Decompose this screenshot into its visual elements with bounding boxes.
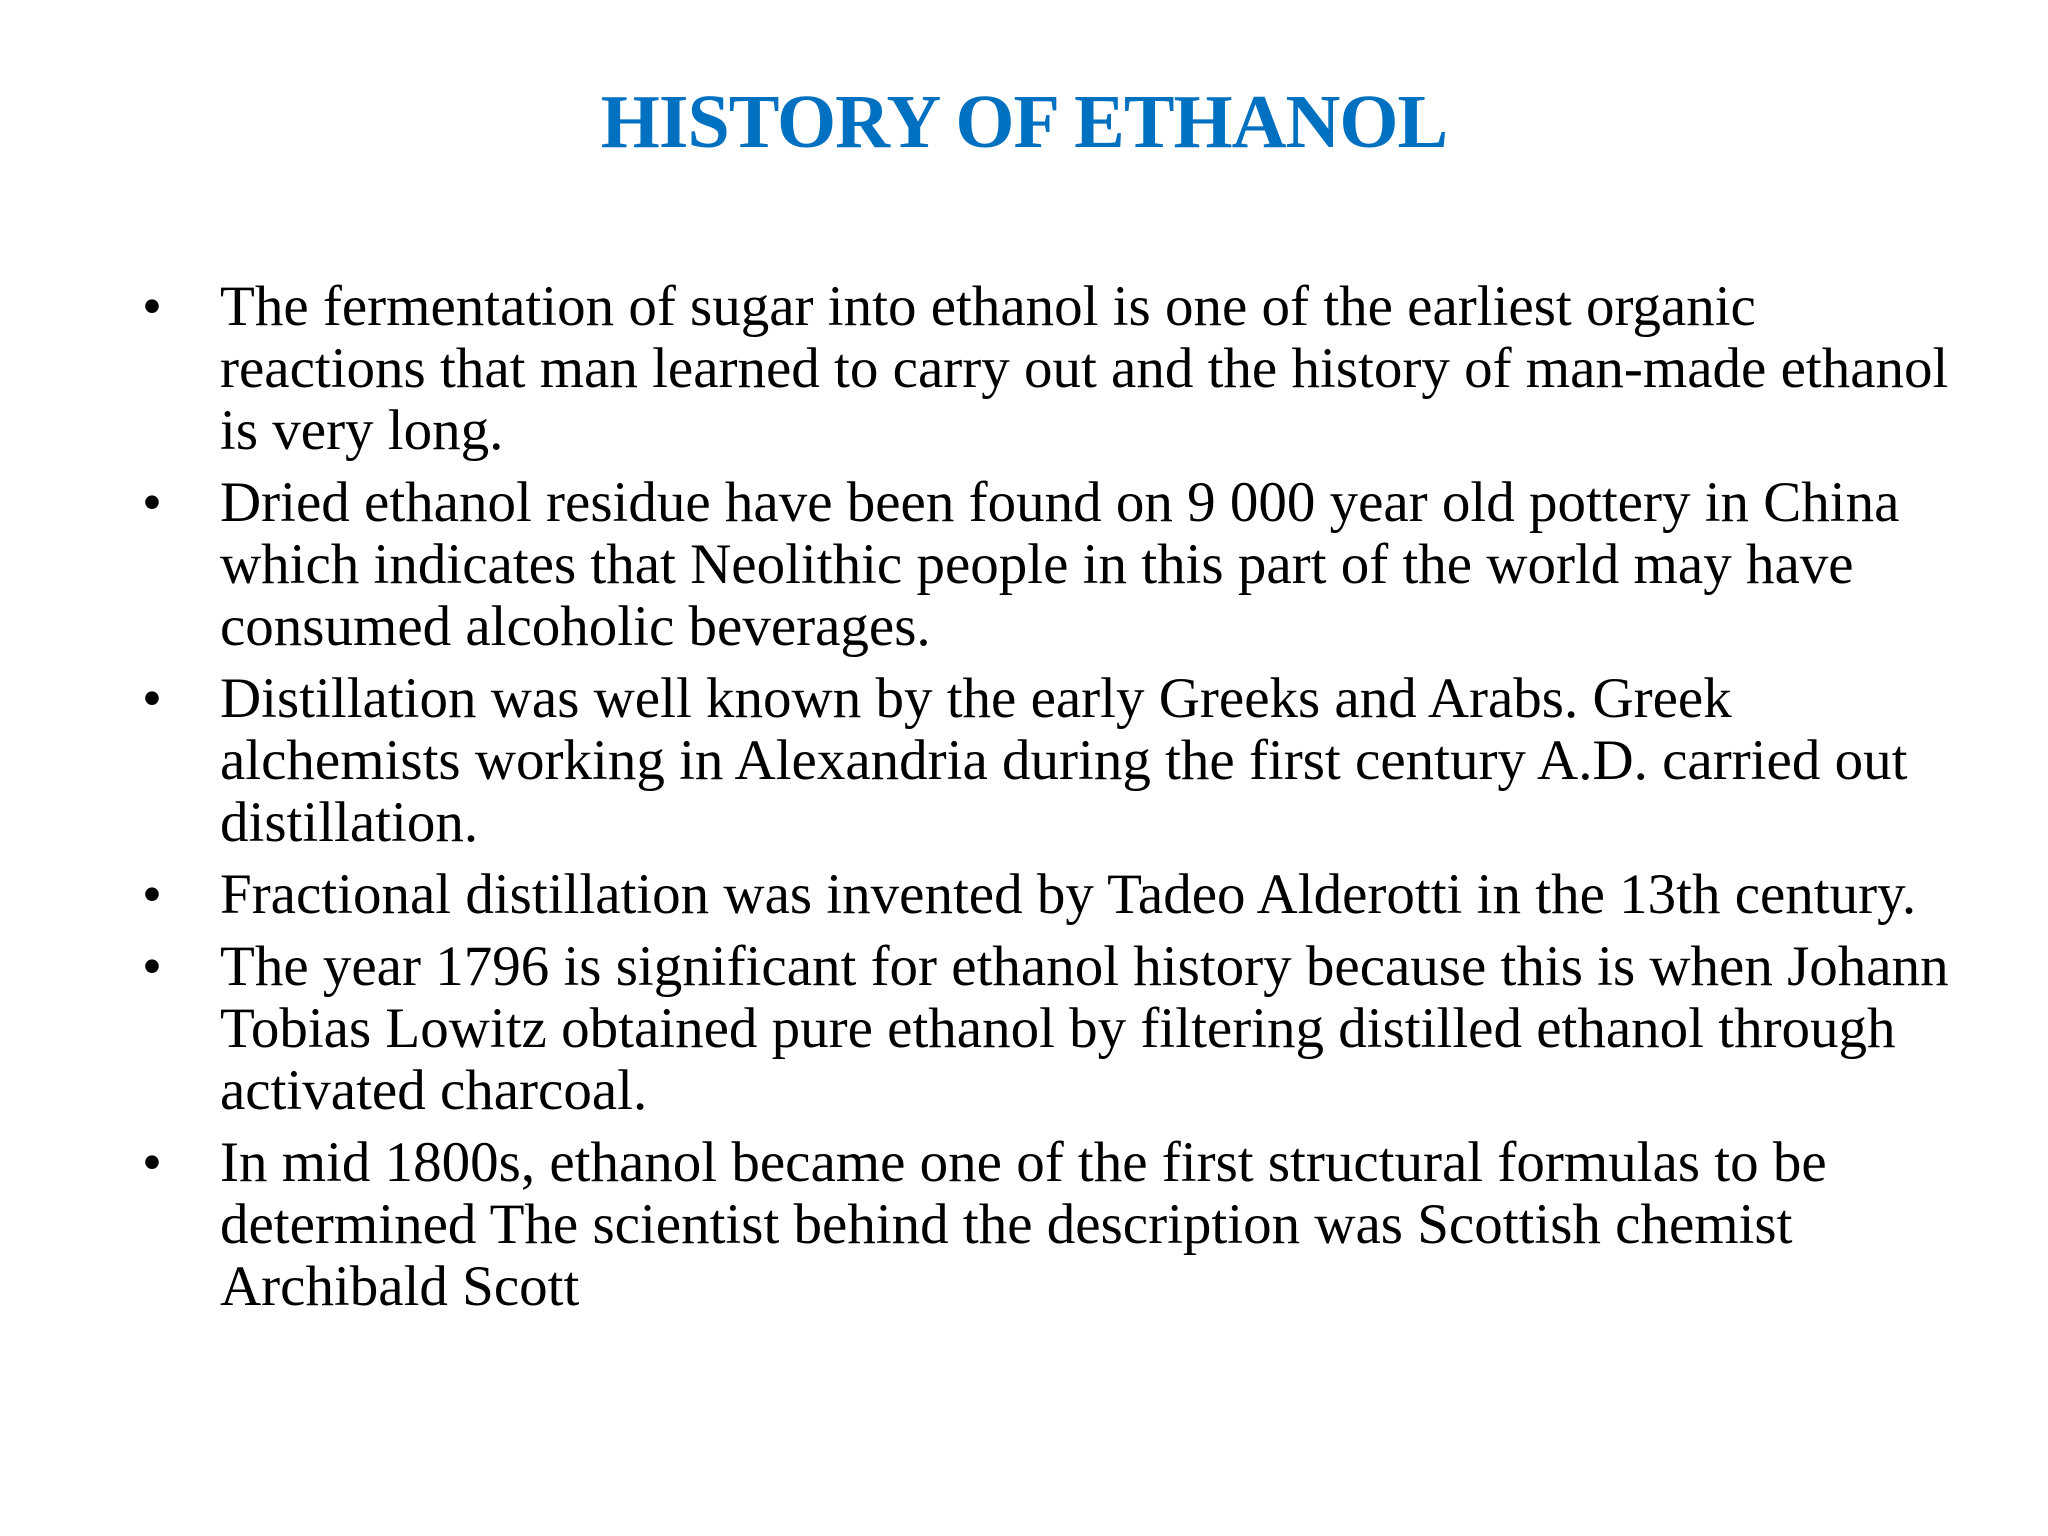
bullet-text: Fractional distillation was invented by Tadeo Alderotti in the 13th century. — [220, 863, 1917, 926]
bullet-item — [140, 936, 1960, 1122]
bullet-text: In mid 1800s, ethanol became one of the first structural formulas to be determined The scientist behind the description was Scottish chemist Archibald Scott — [220, 1131, 1827, 1318]
bullet-list — [140, 276, 1960, 1328]
bullet-item — [140, 472, 1960, 658]
slide-title: HISTORY OF ETHANOL — [600, 80, 1448, 164]
bullet-text: The fermentation of sugar into ethanol is one of the earliest organic reactions that man learned to carry out and the history of man-made ethanol is very long. — [220, 275, 1949, 462]
bullet-item — [140, 668, 1960, 854]
bullet-item — [140, 276, 1960, 462]
bullet-dot-icon: • — [142, 667, 162, 730]
bullet-text: Dried ethanol residue have been found on 9 000 year old pottery in China which indicates that Neolithic people in this part of the world may have consumed alcoholic beverages. — [220, 471, 1900, 658]
bullet-item — [140, 1132, 1960, 1318]
bullet-dot-icon: • — [142, 863, 162, 926]
bullet-item — [140, 864, 1960, 926]
bullet-dot-icon: • — [142, 471, 162, 534]
bullet-text: The year 1796 is significant for ethanol history because this is when Johann Tobias Lowitz obtained pure ethanol by filtering distilled ethanol through activated charcoal. — [220, 935, 1949, 1122]
bullet-dot-icon: • — [142, 275, 162, 338]
bullet-dot-icon: • — [142, 1131, 162, 1194]
bullet-dot-icon: • — [142, 935, 162, 998]
bullet-text: Distillation was well known by the early Greeks and Arabs. Greek alchemists working in Alexandria during the first century A.D. carried out distillation. — [220, 667, 1908, 854]
